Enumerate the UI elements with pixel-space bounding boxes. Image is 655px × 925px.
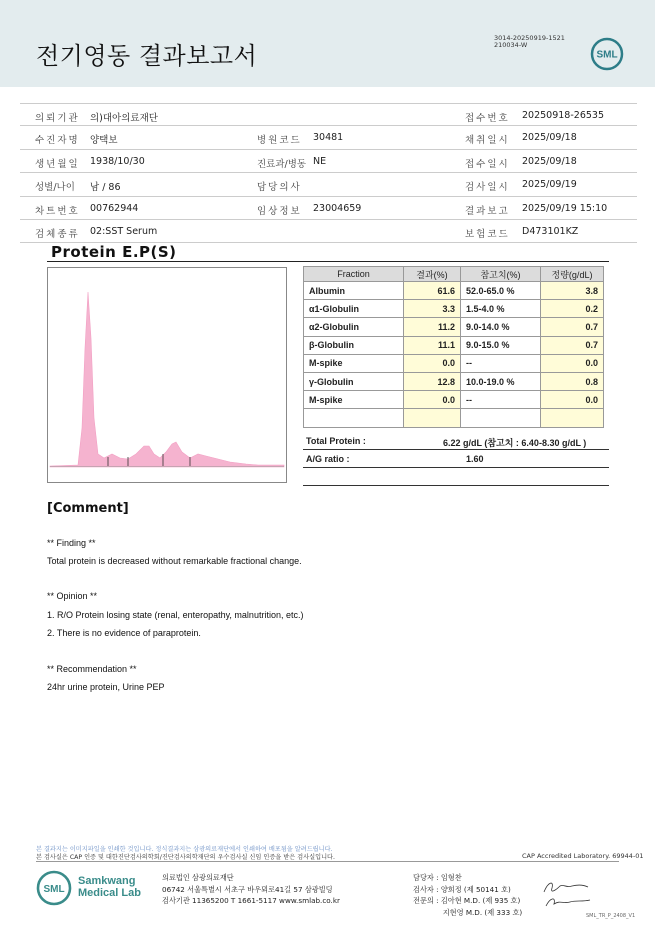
fraction-table-header bbox=[304, 267, 604, 282]
fraction-ref: 52.0-65.0 % bbox=[461, 282, 541, 300]
patient-row bbox=[20, 197, 637, 220]
fraction-amount: 0.0 bbox=[541, 391, 604, 409]
report-date-value: 2025/09/19 15:10 bbox=[522, 202, 608, 214]
table-row bbox=[304, 391, 604, 409]
cap-accreditation: CAP Accredited Laboratory. 69944-01 bbox=[522, 852, 644, 860]
fraction-result: 61.6 bbox=[404, 282, 461, 300]
samkwang-logo-icon bbox=[36, 870, 72, 906]
fraction-ref: -- bbox=[461, 354, 541, 372]
fraction-result: 11.2 bbox=[404, 318, 461, 336]
svg-text:SML: SML bbox=[596, 49, 618, 61]
fraction-result bbox=[404, 409, 461, 427]
fraction-result: 12.8 bbox=[404, 372, 461, 390]
test-date-label: 검사일시 bbox=[465, 182, 510, 194]
ag-ratio-label: A/G ratio : bbox=[306, 454, 350, 464]
dept-label: 진료과/병동 bbox=[257, 158, 307, 170]
receipt-no-label: 접수번호 bbox=[465, 113, 510, 124]
fraction-table bbox=[303, 266, 604, 428]
patient-info-table bbox=[20, 103, 637, 243]
report-code-line2: 210034-W bbox=[494, 41, 528, 49]
fraction-ref: 9.0-15.0 % bbox=[461, 336, 541, 354]
patient-row bbox=[20, 150, 637, 173]
doctor-label: 담당의사 bbox=[257, 182, 302, 194]
comment-heading: [Comment] bbox=[47, 501, 129, 516]
fraction-ref: 1.5-4.0 % bbox=[461, 300, 541, 318]
col-fraction-header: Fraction bbox=[304, 267, 404, 282]
footer-address bbox=[162, 872, 340, 907]
fraction-result: 3.3 bbox=[404, 300, 461, 318]
opinion-line-2: 2. There is no evidence of paraprotein. bbox=[47, 628, 201, 638]
electrophoresis-graph bbox=[47, 267, 287, 483]
table-row bbox=[304, 318, 604, 336]
fraction-result: 0.0 bbox=[404, 354, 461, 372]
fraction-name: M-spike bbox=[304, 391, 404, 409]
form-code: SML_TR_P_2408_V1 bbox=[586, 913, 636, 919]
fraction-amount: 0.8 bbox=[541, 372, 604, 390]
fraction-amount: 0.2 bbox=[541, 300, 604, 318]
birth-label: 생년월일 bbox=[35, 158, 80, 170]
recommendation-heading: ** Recommendation ** bbox=[47, 664, 137, 674]
receipt-date-label: 접수일시 bbox=[465, 158, 510, 170]
fraction-ref: -- bbox=[461, 391, 541, 409]
patient-row bbox=[20, 126, 637, 149]
staff-line-4: 지현영 M.D. (제 333 호) bbox=[413, 907, 523, 917]
fraction-name bbox=[304, 409, 404, 427]
total-protein-row bbox=[303, 432, 609, 450]
institution-label: 의뢰기관 bbox=[35, 113, 80, 124]
fraction-name: β-Globulin bbox=[304, 336, 404, 354]
densitogram-curve bbox=[48, 268, 286, 482]
collection-date-value: 2025/09/18 bbox=[522, 132, 577, 144]
finding-heading: ** Finding ** bbox=[47, 538, 96, 548]
report-code bbox=[494, 35, 565, 49]
summary-box bbox=[303, 432, 609, 468]
hospital-code-value: 30481 bbox=[313, 132, 344, 144]
fraction-ref: 9.0-14.0 % bbox=[461, 318, 541, 336]
total-protein-value: 6.22 g/dL (참고치 : 6.40-8.30 g/dL ) bbox=[443, 438, 587, 448]
sex-age-label: 성별/나이 bbox=[35, 182, 75, 194]
test-date-value: 2025/09/19 bbox=[522, 179, 577, 191]
table-row bbox=[304, 300, 604, 318]
patient-row bbox=[20, 220, 637, 243]
clinical-info-value: 23004659 bbox=[313, 202, 362, 214]
patient-row bbox=[20, 173, 637, 196]
fraction-amount: 0.7 bbox=[541, 336, 604, 354]
report-title: 전기영동 결과보고서 bbox=[36, 42, 258, 70]
staff-line-1: 담당자 : 임형찬 bbox=[413, 873, 462, 882]
address-line-3: 검사기관 11365200 T 1661-5117 www.smlab.co.kr bbox=[162, 896, 340, 905]
address-line-1: 의료법인 삼광의료재단 bbox=[162, 873, 234, 882]
table-row bbox=[304, 282, 604, 300]
sml-logo bbox=[590, 37, 624, 71]
receipt-no-value: 20250918-26535 bbox=[522, 110, 605, 121]
specimen-value: 02:SST Serum bbox=[90, 225, 158, 237]
institution-value: 의)대아의료재단 bbox=[90, 113, 158, 124]
hospital-code-label: 병원코드 bbox=[257, 135, 302, 147]
opinion-heading: ** Opinion ** bbox=[47, 591, 98, 601]
patient-row bbox=[20, 103, 637, 126]
section-divider bbox=[47, 261, 609, 262]
fraction-name: M-spike bbox=[304, 354, 404, 372]
footer-staff bbox=[413, 872, 522, 918]
fraction-amount: 3.8 bbox=[541, 282, 604, 300]
chart-no-value: 00762944 bbox=[90, 202, 139, 214]
dept-value: NE bbox=[313, 155, 327, 167]
staff-line-3: 전문의 : 김아현 M.D. (제 935 호) bbox=[413, 896, 521, 905]
fraction-amount: 0.7 bbox=[541, 318, 604, 336]
table-row bbox=[304, 409, 604, 427]
ag-ratio-value: 1.60 bbox=[466, 454, 484, 464]
birth-value: 1938/10/30 bbox=[90, 155, 145, 167]
insurance-code-label: 보험코드 bbox=[465, 228, 510, 240]
specimen-label: 검체종류 bbox=[35, 228, 80, 240]
fraction-name: α1-Globulin bbox=[304, 300, 404, 318]
brand-line-2: Medical Lab bbox=[78, 887, 141, 899]
footer-divider bbox=[36, 861, 619, 862]
fraction-name: α2-Globulin bbox=[304, 318, 404, 336]
footer-notice-cap: 본 검사실은 CAP 인증 및 대한진단검사의학회/진단검사의학재단의 우수검사실 신임 인증을 받은 검사실입니다. bbox=[36, 854, 335, 861]
svg-text:SML: SML bbox=[43, 884, 65, 895]
report-code-line1: 3014-20250919-1521 bbox=[494, 34, 565, 42]
recommendation-text: 24hr urine protein, Urine PEP bbox=[47, 682, 165, 692]
patient-name-value: 양택보 bbox=[90, 135, 118, 147]
staff-line-2: 검사자 : 양희정 (제 50141 호) bbox=[413, 884, 511, 894]
fraction-name: γ-Globulin bbox=[304, 372, 404, 390]
clinical-info-label: 임상정보 bbox=[257, 205, 302, 217]
receipt-date-value: 2025/09/18 bbox=[522, 155, 577, 167]
opinion-line-1: 1. R/O Protein losing state (renal, enteropathy, malnutrition, etc.) bbox=[47, 610, 304, 620]
col-reference-header: 참고치(%) bbox=[461, 267, 541, 282]
brand-line-1: Samkwang bbox=[78, 875, 136, 887]
fraction-result: 11.1 bbox=[404, 336, 461, 354]
section-title: Protein E.P(S) bbox=[51, 243, 177, 261]
table-row bbox=[304, 354, 604, 372]
report-date-label: 결과보고 bbox=[465, 205, 510, 217]
sex-age-value: 남 / 86 bbox=[90, 182, 121, 194]
samkwang-brand bbox=[78, 875, 141, 899]
table-row bbox=[304, 336, 604, 354]
footer-notice-image: 본 결과지는 이미지파일을 인쇄한 것입니다. 정식결과지는 삼광의료재단에서 인쇄하여 배포됨을 알려드립니다. bbox=[36, 846, 333, 853]
fraction-amount: 0.0 bbox=[541, 354, 604, 372]
patient-name-label: 수진자명 bbox=[35, 135, 80, 147]
summary-end-rule bbox=[303, 485, 609, 486]
table-row bbox=[304, 372, 604, 390]
col-result-header: 결과(%) bbox=[404, 267, 461, 282]
finding-text: Total protein is decreased without remarkable fractional change. bbox=[47, 556, 302, 566]
signature-image bbox=[538, 878, 594, 912]
insurance-code-value: D473101KZ bbox=[522, 225, 579, 237]
address-line-2: 06742 서울특별시 서초구 바우뫼로41길 57 삼광빌딩 bbox=[162, 884, 333, 894]
col-amount-header: 정량(g/dL) bbox=[541, 267, 604, 282]
fraction-amount bbox=[541, 409, 604, 427]
chart-no-label: 차트번호 bbox=[35, 205, 80, 217]
fraction-ref bbox=[461, 409, 541, 427]
total-protein-label: Total Protein : bbox=[306, 436, 366, 446]
ag-ratio-row bbox=[303, 450, 609, 468]
fraction-result: 0.0 bbox=[404, 391, 461, 409]
fraction-name: Albumin bbox=[304, 282, 404, 300]
fraction-ref: 10.0-19.0 % bbox=[461, 372, 541, 390]
collection-date-label: 채취일시 bbox=[465, 135, 510, 147]
